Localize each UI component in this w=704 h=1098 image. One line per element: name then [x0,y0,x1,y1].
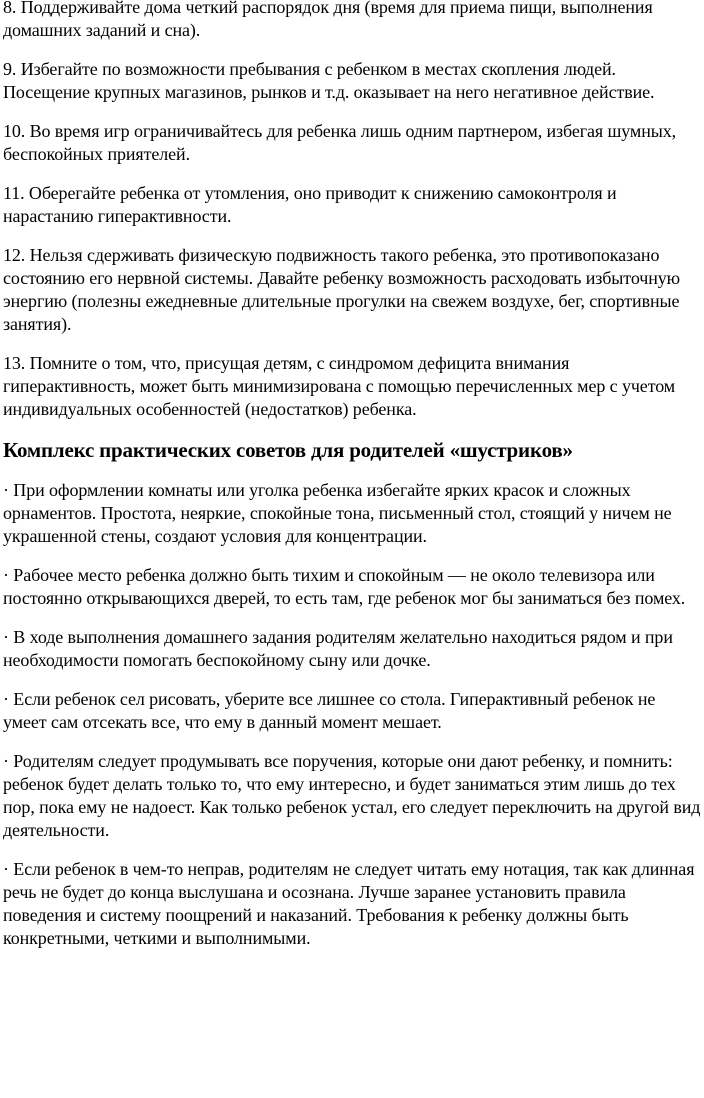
tip-drawing-desk: · Если ребенок сел рисовать, уберите все лишнее со стола. Гиперактивный ребенок не умеет сам отсекать все, что ему в данный момент мешает. [3,689,656,732]
tip-assignments: · Родителям следует продумывать все поручения, которые они дают ребенку, и помнить: ребенок будет делать только то, что ему интересно, и будет заниматься этим лишь до тех пор, пока ему не надоест. Как только ребенок устал, его следует переключить на другой вид деятельности. [3,751,701,840]
tip-homework-help: · В ходе выполнения домашнего задания родителям желательно находиться рядом и при необходимости помогать беспокойному сыну или дочке. [3,627,673,670]
tip-workplace: · Рабочее место ребенка должно быть тихим и спокойным — не около телевизора или постоянно открывающихся дверей, то есть там, где ребенок мог бы заниматься без помех. [3,565,686,608]
list-item-12: 12. Нельзя сдерживать физическую подвижность такого ребенка, это противопоказано состоянию его нервной системы. Давайте ребенку возможность расходовать избыточную энергию (полезны ежедневные длительные прогулки на свежем воздухе, бег, спортивные занятия). [3,245,680,334]
list-item-13: 13. Помните о том, что, присущая детям, с синдромом дефицита внимания гиперактивность, может быть минимизирована с помощью перечисленных мер с учетом индивидуальных особенностей (недостатков) ребенка. [3,353,676,419]
list-item-11: 11. Оберегайте ребенка от утомления, оно приводит к снижению самоконтроля и нарастанию гиперактивности. [3,183,617,226]
tip-room-design: · При оформлении комнаты или уголка ребенка избегайте ярких красок и сложных орнаментов. Простота, неяркие, спокойные тона, письменный стол, стоящий у ничем не украшенной стены, создают условия для концентрации. [3,480,672,546]
tip-rules: · Если ребенок в чем-то неправ, родителям не следует читать ему нотация, так как длинная речь не будет до конца выслушана и осознана. Лучше заранее установить правила поведения и систему поощрений и наказаний. Требования к ребенку должны быть конкретными, четкими и выполнимыми. [3,859,695,948]
list-item-10: 10. Во время игр ограничивайтесь для ребенка лишь одним партнером, избегая шумных, беспокойных приятелей. [3,121,677,164]
list-item-9: 9. Избегайте по возможности пребывания с ребенком в местах скопления людей. Посещение крупных магазинов, рынков и т.д. оказывает на него негативное действие. [3,59,655,102]
list-item-8: 8. Поддерживайте дома четкий распорядок дня (время для приема пищи, выполнения домашних заданий и сна). [3,0,653,40]
section-heading: Комплекс практических советов для родителей «шустриков» [3,438,573,462]
